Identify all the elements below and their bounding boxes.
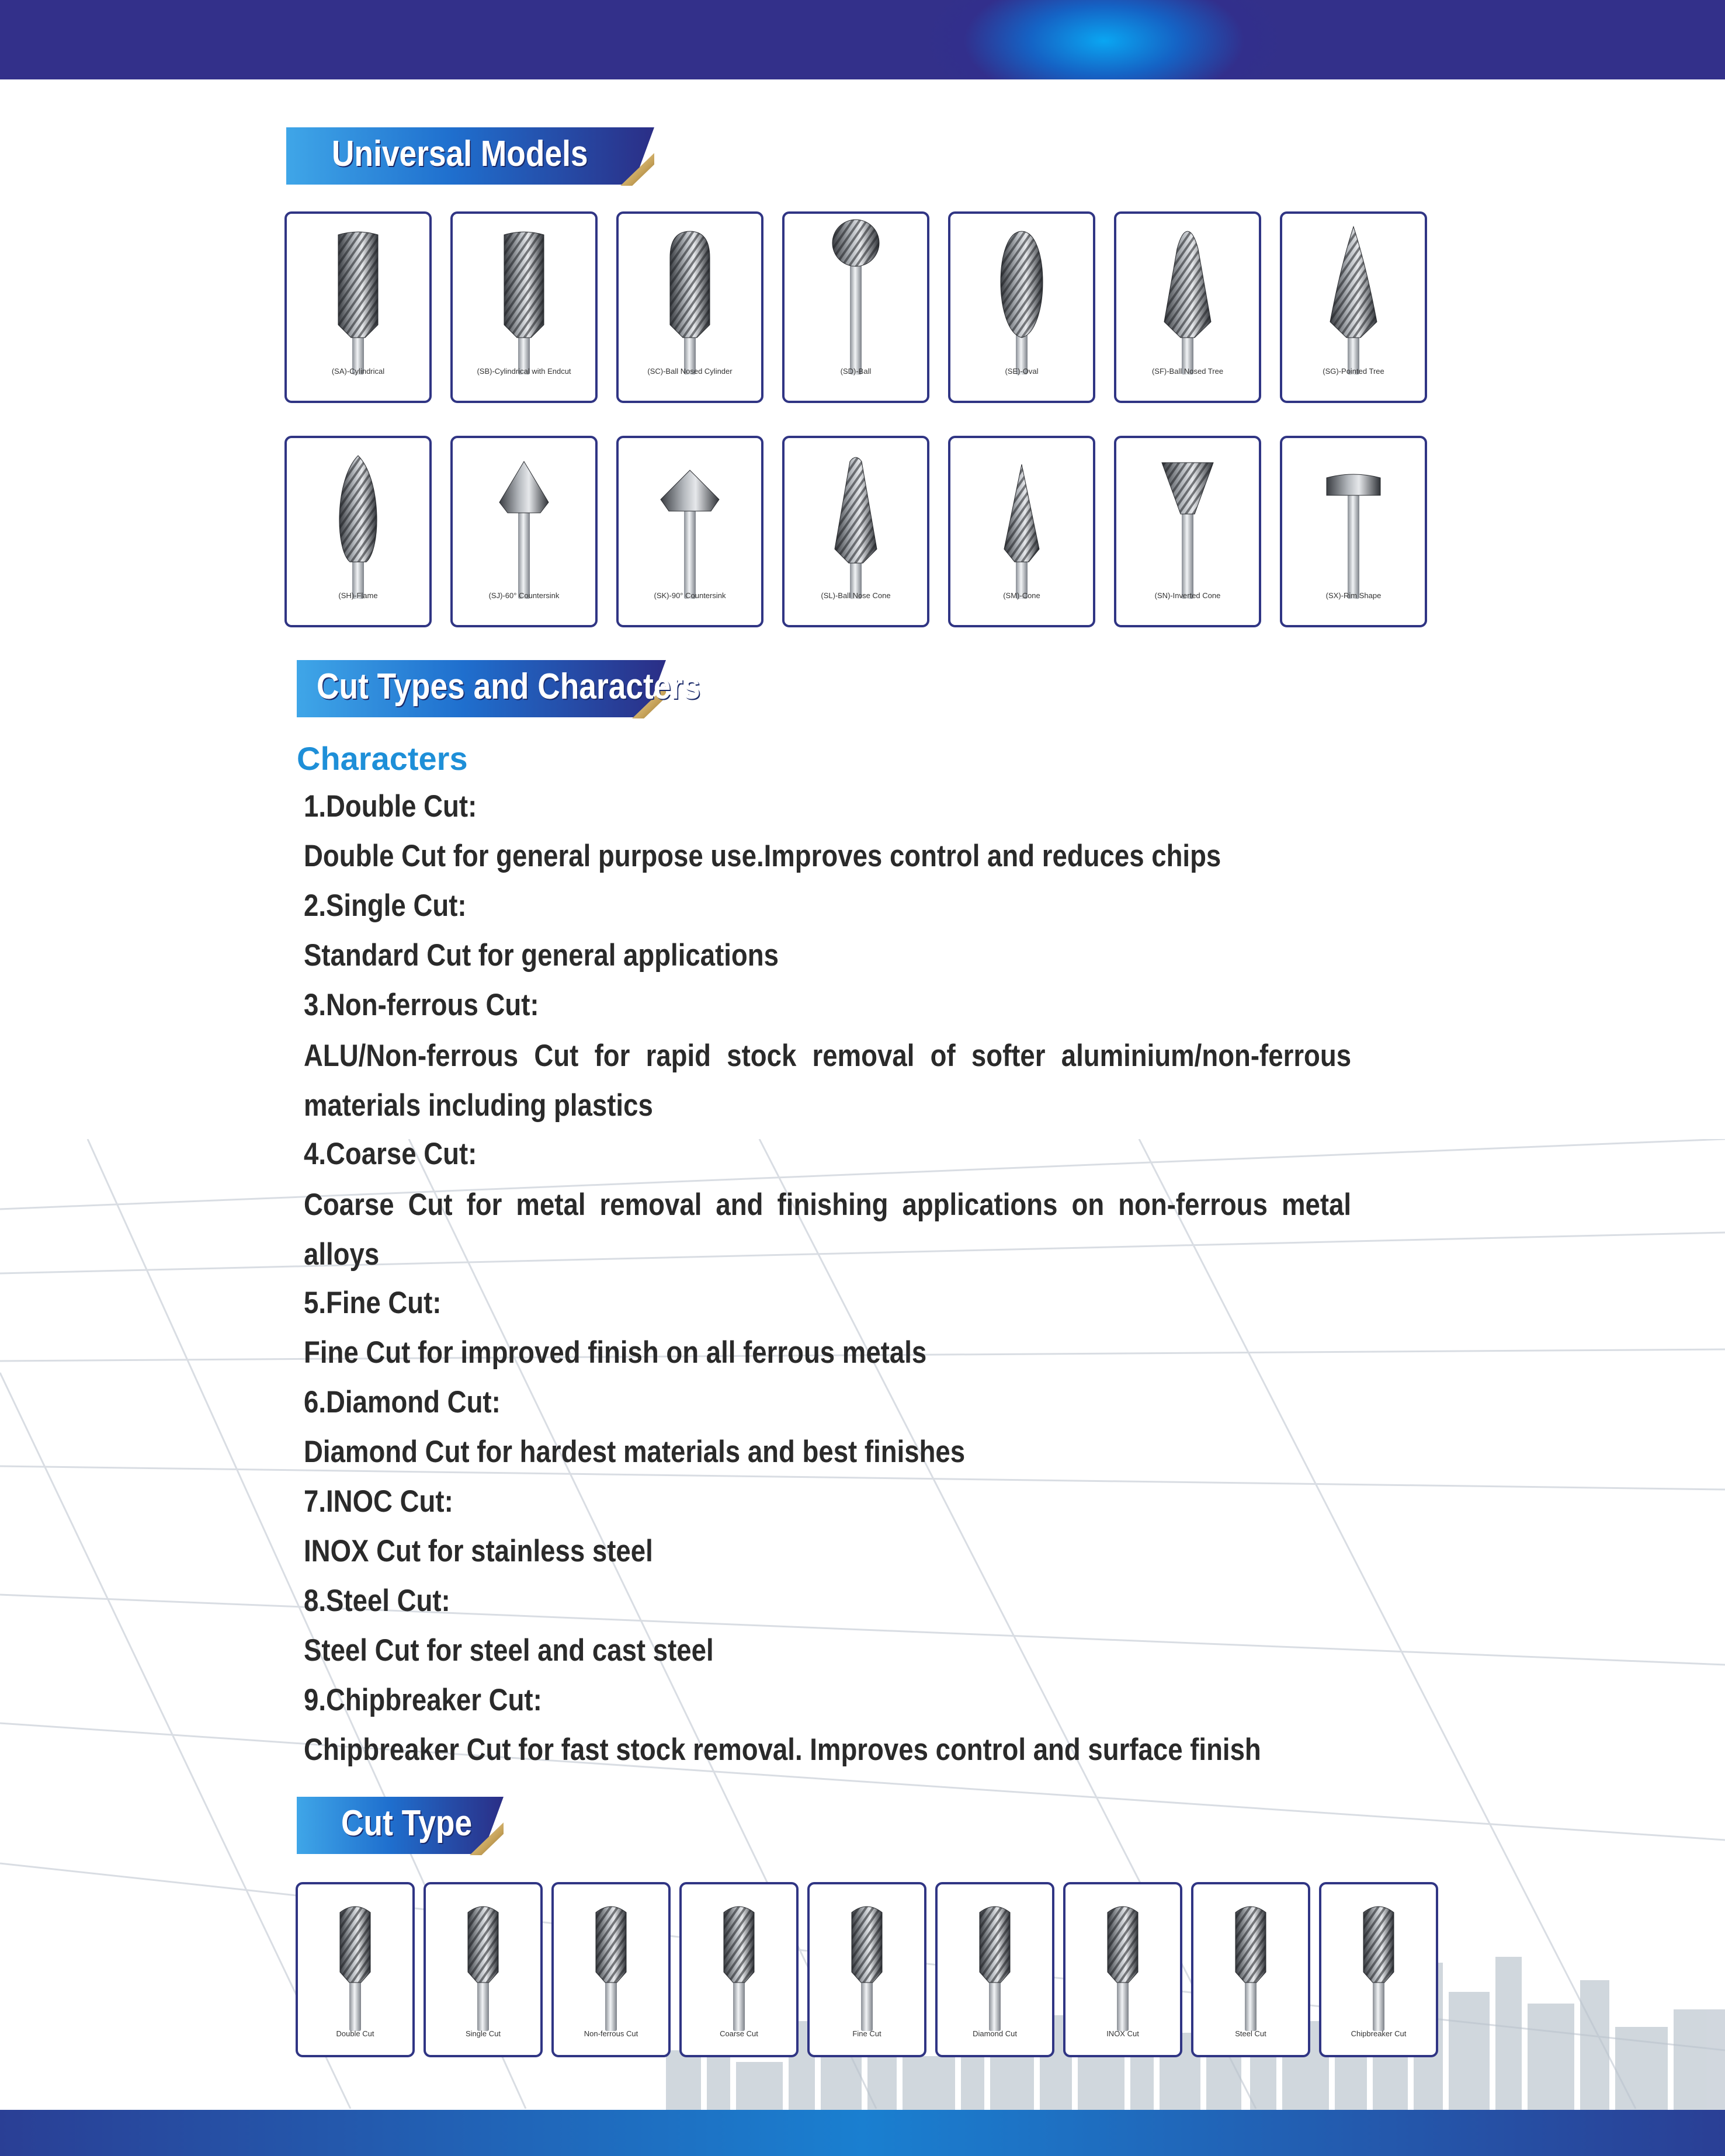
- bur-shank: [733, 1981, 745, 2031]
- character-description: Standard Cut for general applications: [304, 938, 779, 973]
- product-card: [1280, 436, 1427, 627]
- bur-shank: [1117, 1981, 1129, 2031]
- characters-heading: Characters: [297, 740, 468, 777]
- character-description: Diamond Cut for hardest materials and best finishes: [304, 1435, 966, 1469]
- bur-flutes: [1004, 464, 1039, 562]
- bur-shank: [1245, 1981, 1257, 2031]
- bur-head: [499, 461, 549, 513]
- bur-flutes: [980, 1907, 1010, 1983]
- bur-flutes: [724, 1907, 754, 1983]
- character-description: Chipbreaker Cut for fast stock removal. Improves control and surface finish: [304, 1733, 1261, 1767]
- bur-flutes: [1162, 463, 1213, 514]
- product-card: [782, 436, 929, 627]
- bur-shank: [349, 1981, 361, 2031]
- bur-shank: [989, 1981, 1001, 2031]
- bur-shank: [684, 510, 696, 599]
- cut-type-title: Cut Type: [341, 1803, 473, 1843]
- character-title: 9.Chipbreaker Cut:: [304, 1683, 542, 1717]
- product-card: [1280, 211, 1427, 403]
- universal-models-banner: [286, 127, 654, 185]
- bur-flutes: [1363, 1907, 1394, 1983]
- product-card-label: (SC)-Ball Nosed Cylinder: [647, 367, 733, 376]
- bur-flutes: [835, 457, 877, 563]
- bur-flutes: [504, 232, 544, 338]
- universal-models-title: Universal Models: [332, 134, 588, 174]
- product-card-label: Diamond Cut: [973, 2029, 1017, 2038]
- character-description: Coarse Cut for metal removal and finishing applications on non-ferrous metal alloys: [304, 1188, 1352, 1272]
- bur-head: [1327, 474, 1380, 495]
- cut-types-characters-title: Cut Types and Characters: [317, 666, 700, 707]
- product-card: [1063, 1882, 1182, 2057]
- product-card: [807, 1882, 926, 2057]
- product-card-label: (SX)-Rim Shape: [1325, 591, 1382, 600]
- bur-flutes: [1108, 1907, 1138, 1983]
- product-card: [782, 211, 929, 403]
- cut-type-banner: [297, 1797, 504, 1854]
- product-card: [284, 211, 432, 403]
- bur-shank: [477, 1981, 489, 2031]
- product-card-label: Chipbreaker Cut: [1351, 2029, 1407, 2038]
- character-title: 4.Coarse Cut:: [304, 1137, 477, 1171]
- character-description: INOX Cut for stainless steel: [304, 1534, 653, 1568]
- character-title: 5.Fine Cut:: [304, 1286, 442, 1320]
- bur-shank: [518, 512, 530, 599]
- bur-shank: [850, 262, 862, 374]
- character-title: 8.Steel Cut:: [304, 1584, 450, 1618]
- product-card: [551, 1882, 671, 2057]
- bur-head: [661, 470, 719, 511]
- character-title: 7.INOC Cut:: [304, 1484, 453, 1519]
- character-title: 6.Diamond Cut:: [304, 1385, 501, 1419]
- product-card: [1114, 436, 1261, 627]
- bur-flutes: [340, 1907, 370, 1983]
- product-card: [679, 1882, 799, 2057]
- product-card: [424, 1882, 543, 2057]
- product-card-label: (SK)-90° Countersink: [654, 591, 726, 600]
- bur-flutes: [339, 456, 377, 562]
- bur-flutes: [468, 1907, 498, 1983]
- character-description: Double Cut for general purpose use.Improves control and reduces chips: [304, 839, 1221, 873]
- product-card: [935, 1882, 1054, 2057]
- product-card: [616, 436, 763, 627]
- product-card: [450, 436, 598, 627]
- bur-shank: [861, 1981, 873, 2031]
- product-card-label: (SH)-Flame: [338, 591, 378, 600]
- product-card: [948, 436, 1095, 627]
- bur-flutes: [338, 232, 378, 338]
- product-card-label: (SN)-Inverted Cone: [1154, 591, 1221, 600]
- product-card-label: INOX Cut: [1106, 2029, 1139, 2038]
- product-card-label: Fine Cut: [852, 2029, 881, 2038]
- bur-flutes: [1235, 1907, 1266, 1983]
- product-card-label: Double Cut: [336, 2029, 374, 2038]
- character-title: 1.Double Cut:: [304, 789, 477, 824]
- product-card-label: (SE)-Oval: [1005, 367, 1039, 376]
- product-card-label: (SB)-Cylindrical with Endcut: [477, 367, 571, 376]
- product-card-label: (SG)-Pointed Tree: [1323, 367, 1384, 376]
- product-card: [450, 211, 598, 403]
- character-description: Steel Cut for steel and cast steel: [304, 1633, 714, 1668]
- product-card: [1191, 1882, 1310, 2057]
- bur-flutes: [832, 220, 879, 266]
- character-description: Fine Cut for improved finish on all ferrous metals: [304, 1335, 927, 1370]
- character-description: ALU/Non-ferrous Cut for rapid stock removal of softer aluminium/non-ferrous materials including plastics: [304, 1039, 1352, 1123]
- product-card-label: (SD)-Ball: [840, 367, 872, 376]
- header-bar: [0, 0, 1725, 79]
- bur-shank: [1348, 494, 1359, 599]
- character-title: 3.Non-ferrous Cut:: [304, 988, 539, 1022]
- bur-flutes: [596, 1907, 626, 1983]
- product-card: [1114, 211, 1261, 403]
- product-card: [1319, 1882, 1438, 2057]
- bur-shank: [1182, 513, 1193, 599]
- product-card-label: Steel Cut: [1235, 2029, 1266, 2038]
- product-card-label: (SJ)-60° Countersink: [488, 591, 560, 600]
- product-card: [284, 436, 432, 627]
- cut-types-characters-banner: [297, 660, 700, 717]
- product-card-label: (SL)-Ball Nose Cone: [821, 591, 891, 600]
- footer-bar: [0, 2110, 1725, 2156]
- product-card: [948, 211, 1095, 403]
- bur-shank: [1373, 1981, 1384, 2031]
- product-card-label: (SM)-Cone: [1003, 591, 1040, 600]
- bur-flutes: [1330, 227, 1377, 338]
- bur-flutes: [1164, 231, 1211, 338]
- product-card-label: Non-ferrous Cut: [584, 2029, 638, 2038]
- bur-shank: [605, 1981, 617, 2031]
- product-card-label: Coarse Cut: [720, 2029, 758, 2038]
- character-title: 2.Single Cut:: [304, 888, 467, 923]
- product-card-label: (SA)-Cylindrical: [331, 367, 385, 376]
- product-card-label: Single Cut: [466, 2029, 501, 2038]
- product-card-label: (SF)-Ball Nosed Tree: [1151, 367, 1224, 376]
- product-card: [296, 1882, 415, 2057]
- bur-flutes: [670, 231, 710, 338]
- product-card: [616, 211, 763, 403]
- bur-flutes: [852, 1907, 882, 1983]
